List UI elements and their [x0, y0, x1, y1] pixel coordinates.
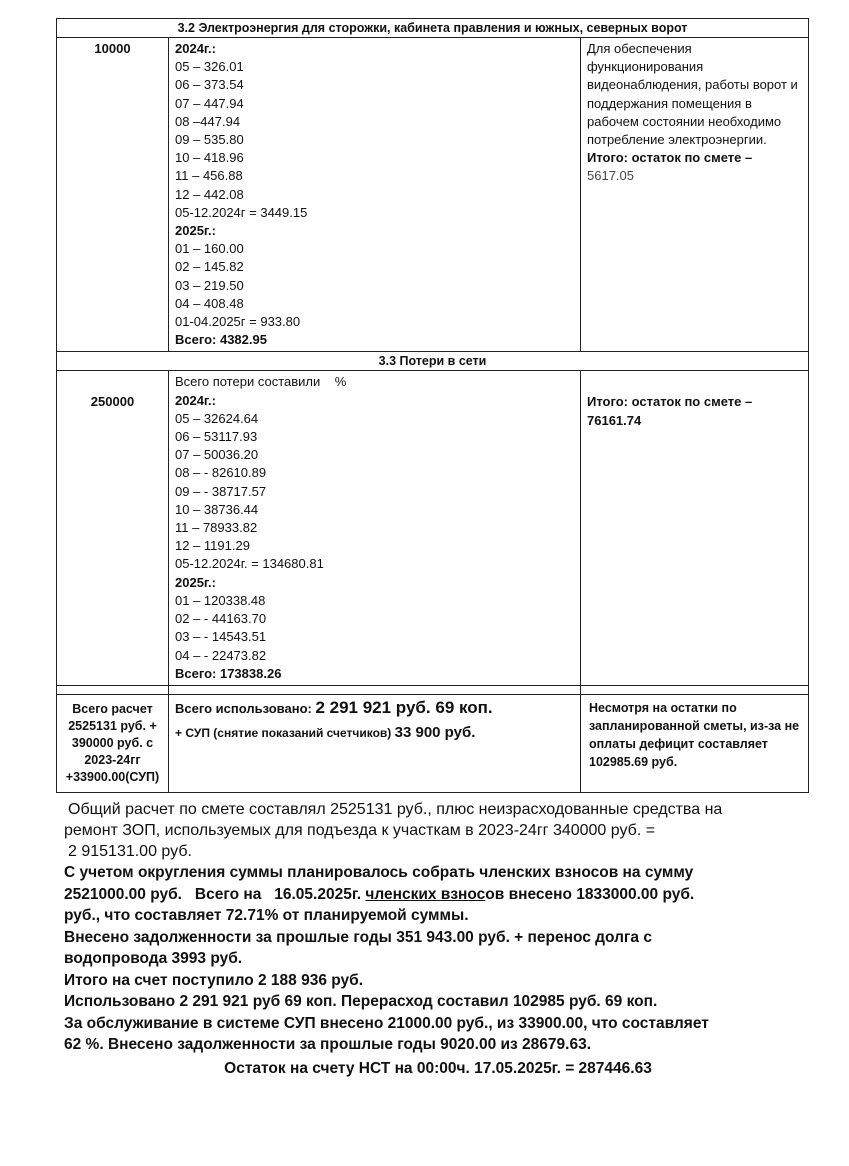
list-item: 12 – 442.08	[175, 186, 244, 202]
section-3-3-title: 3.3 Потери в сети	[57, 352, 809, 371]
used-value: 2 291 921 руб. 69 коп.	[315, 697, 493, 717]
paragraph-line: руб., что составляет 72.71% от планируемой суммы.	[64, 907, 469, 924]
year-label: 2025г.:	[175, 223, 216, 239]
list-item: 07 – 50036.20	[175, 447, 259, 463]
summary-left-line: 390000 руб. с	[71, 735, 154, 750]
paragraph-line: Итого на счет поступило 2 188 936 руб.	[64, 971, 364, 989]
summary-left	[57, 694, 169, 792]
summary-left-line: 2525131 руб. +	[68, 718, 157, 733]
list-item: 01-04.2025г = 933.80	[175, 314, 301, 330]
paragraph-line: За обслуживание в системе СУП внесено 21000.00 руб., из 33900.00, что составляет	[64, 1014, 709, 1032]
sup-value: 33 900 руб.	[394, 724, 476, 742]
list-item: 11 – 78933.82	[175, 520, 258, 536]
list-item: 05-12.2024г. = 134680.81	[175, 556, 324, 572]
paragraph-line: 2 915131.00 руб.	[68, 843, 192, 860]
list-item: 07 – 447.94	[175, 95, 244, 111]
section-total: Всего: 173838.26	[175, 665, 282, 681]
list-item: 05-12.2024г = 3449.15	[175, 204, 308, 220]
list-item: 10 – 38736.44	[175, 501, 259, 517]
list-item: 12 – 1191.29	[175, 538, 250, 554]
summary-middle	[169, 694, 581, 792]
list-item: 09 – - 38717.57	[175, 483, 267, 499]
paragraph-fragment: членских взнос	[365, 885, 486, 903]
summary-left-line: Всего расчет	[72, 701, 153, 716]
paragraph-fragment: ов внесено 1833000.00 руб.	[485, 885, 695, 903]
result-value: 76161.74	[587, 412, 642, 428]
sup-total	[175, 724, 574, 742]
spacer-row	[57, 685, 809, 694]
list-item: 02 – - 44163.70	[175, 611, 267, 627]
list-item: 06 – 373.54	[175, 77, 244, 93]
list-item: 05 – 32624.64	[175, 410, 259, 426]
list-item: 02 – 145.82	[175, 259, 244, 275]
paragraph-line: водопровода 3993 руб.	[64, 950, 243, 967]
result-label: Итого: остаток по смете –	[587, 150, 753, 166]
year-label: 2025г.:	[175, 574, 216, 590]
year-label: 2024г.:	[175, 41, 216, 56]
section-note: Для обеспечения функционирования видеонаблюдения, работы ворот и поддержания помещения в рабочем состоянии необходимо потребление электроэнергии.	[587, 41, 798, 148]
result-value: 5617.05	[587, 168, 634, 184]
paragraph-line: Общий расчет по смете составлял 2525131 руб., плюс неизрасходованные средства на	[68, 801, 723, 818]
paragraph-line: С учетом округления суммы планировалось собрать членских взносов на сумму	[64, 864, 694, 881]
section-3-3-row	[57, 371, 809, 685]
final-balance: Остаток на счету НСТ на 00:00ч. 17.05.2025г. = 287446.63	[224, 1059, 652, 1077]
list-item: 01 – 160.00	[175, 241, 244, 257]
budget-table	[56, 18, 809, 793]
paragraph-line: ремонт ЗОП, используемых для подъезда к участкам в 2023-24гг 340000 руб. =	[64, 822, 656, 839]
used-prefix: Всего использовано:	[175, 700, 316, 716]
section-3-3-amount: 250000	[57, 371, 169, 685]
section-3-2-amount: 10000	[57, 38, 169, 352]
losses-intro: Всего потери составили %	[175, 374, 347, 390]
list-item: 08 – - 82610.89	[175, 465, 267, 481]
list-item: 03 – - 14543.51	[175, 629, 267, 645]
section-3-2-row	[57, 38, 809, 352]
paragraph-fragment: 2521000.00 руб. Всего на 16.05.2025г.	[64, 885, 366, 903]
list-item: 05 – 326.01	[175, 59, 244, 75]
list-item: 08 –447.94	[175, 113, 241, 129]
section-3-2-details	[169, 38, 581, 352]
section-3-3-details	[169, 371, 581, 685]
list-item: 04 – - 22473.82	[175, 647, 267, 663]
section-total: Всего: 4382.95	[175, 332, 267, 348]
year-label: 2024г.:	[175, 392, 216, 408]
list-item: 03 – 219.50	[175, 277, 244, 293]
paragraph-line: Внесено задолженности за прошлые годы 351 943.00 руб. + перенос долга с	[64, 928, 652, 946]
list-item: 09 – 535.80	[175, 132, 244, 148]
section-3-3-notes	[581, 371, 809, 685]
section-3-2-title: 3.2 Электроэнергия для сторожки, кабинета правления и южных, северных ворот	[57, 19, 809, 38]
list-item: 06 – 53117.93	[175, 429, 258, 445]
section-3-2-notes	[581, 38, 809, 352]
paragraph-line: 62 %. Внесено задолженности за прошлые годы 9020.00 из 28679.63.	[64, 1036, 591, 1053]
list-item: 10 – 418.96	[175, 150, 244, 166]
summary-note: Несмотря на остатки по запланированной сметы, из-за не оплаты дефицит составляет 102985.69 руб.	[581, 694, 809, 792]
summary-left-line: +33900.00(СУП)	[65, 769, 160, 784]
paragraph-line	[64, 884, 808, 906]
section-3-3-title-row	[57, 352, 809, 371]
sup-prefix: + СУП (снятие показаний счетчиков)	[175, 726, 395, 741]
list-item: 04 – 408.48	[175, 295, 244, 311]
summary-paragraph	[64, 799, 808, 1079]
section-3-2-title-row	[57, 19, 809, 38]
summary-row	[57, 694, 809, 792]
result-label: Итого: остаток по смете –	[587, 394, 753, 410]
summary-left-line: 2023-24гг	[84, 752, 141, 767]
list-item: 11 – 456.88	[175, 168, 243, 184]
list-item: 01 – 120338.48	[175, 592, 266, 608]
paragraph-line: Использовано 2 291 921 руб 69 коп. Перерасход составил 102985 руб. 69 коп.	[64, 993, 658, 1010]
used-total	[175, 699, 574, 718]
